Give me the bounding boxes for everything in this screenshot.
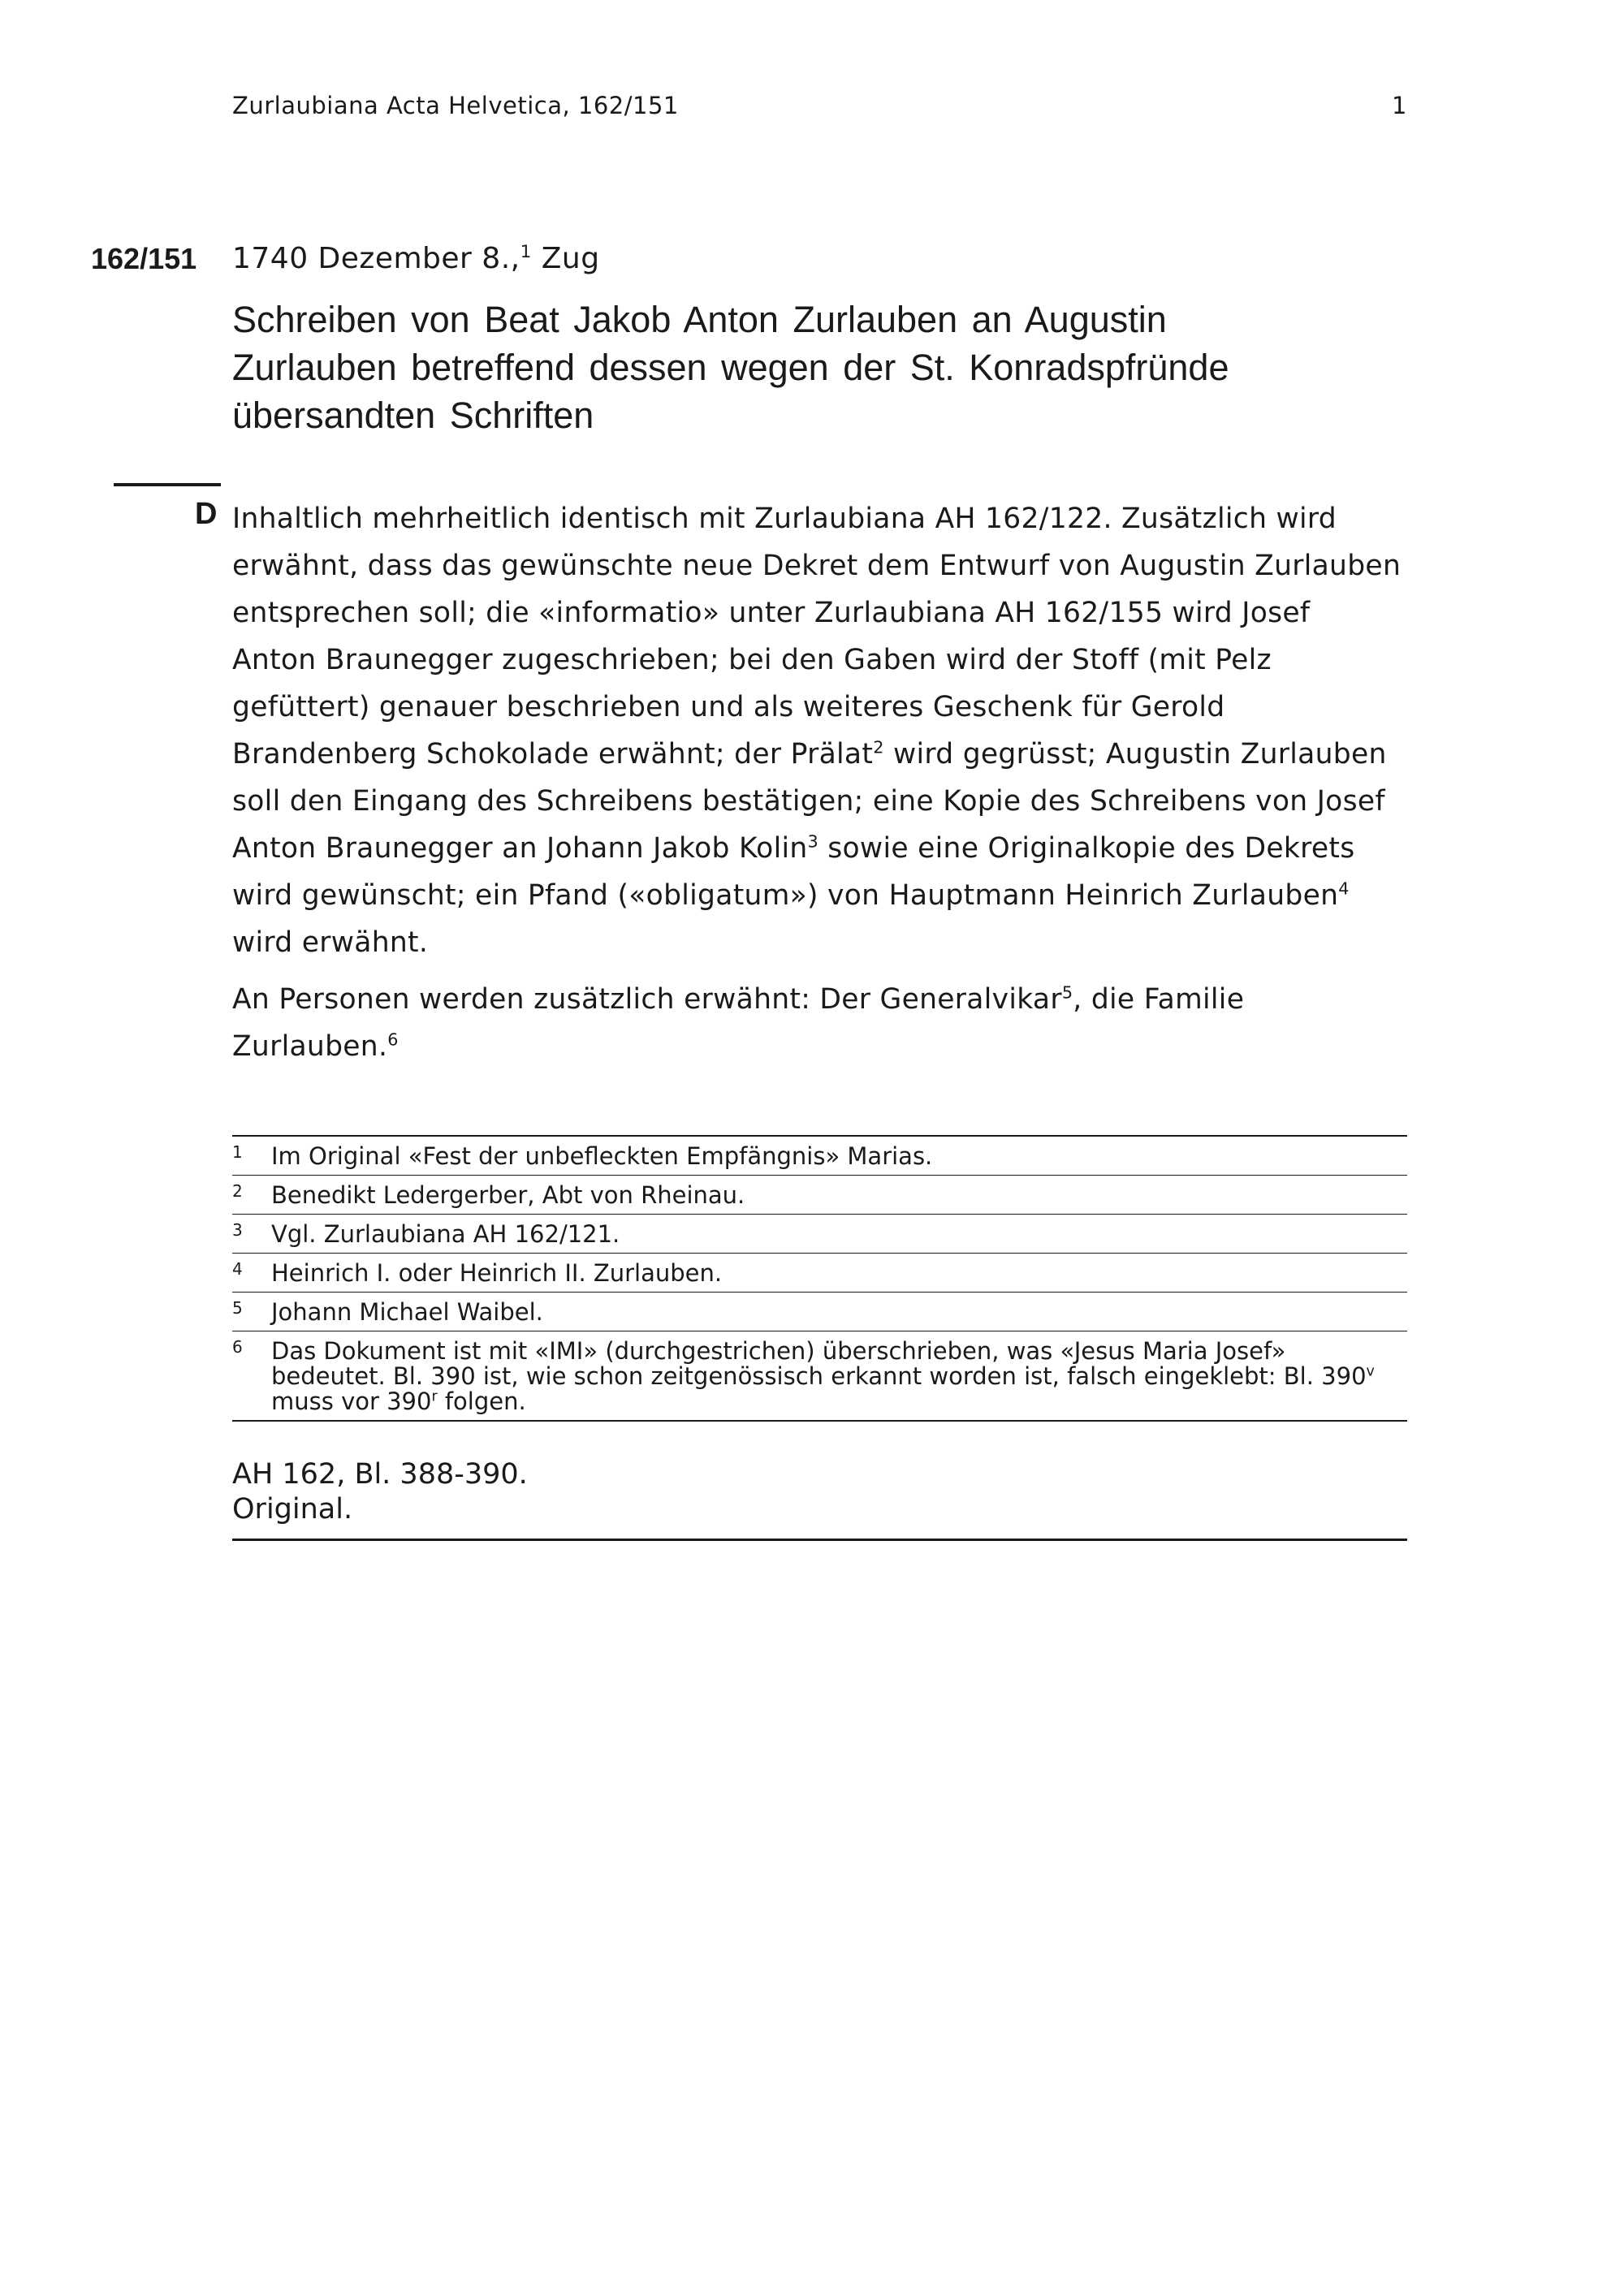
footnote-text: Benedikt Ledergerber, Abt von Rheinau. [271,1181,745,1209]
abstract-paragraph-2: An Personen werden zusätzlich erwähnt: Der Generalvikar$^5$, die Familie Zurlauben.$^6$ [232,982,1245,1063]
footnote-text: Das Dokument ist mit «IMI» (durchgestrichen) überschrieben, was «Jesus Maria Josef» bedeutet. Bl. 390 ist, wie schon zeitgenössisch erkannt worden ist, falsch eingeklebt: Bl. 390$^v$ muss vor 390$^r$ folgen. [271,1337,1375,1415]
footnote-number: 1 [232,1142,243,1162]
abstract-body [232,495,1402,1070]
place: Zug [531,242,600,275]
footnote-ref-6[interactable]: 6 [387,1029,399,1050]
section-marker: D [195,497,218,531]
footnote-ref-4[interactable]: 4 [1338,878,1350,899]
footnote-5 [232,1293,1407,1331]
source-folio: AH 162, Bl. 388-390. [232,1458,528,1491]
footnote-number: 4 [232,1259,243,1279]
page-number: 1 [1392,92,1407,119]
footnote-ref-1[interactable]: 1 [520,242,532,262]
recto-mark: r [431,1388,438,1405]
section-rule [114,483,221,486]
footnote-6 [232,1331,1407,1422]
running-title: Zurlaubiana Acta Helvetica, 162/151 [232,92,679,119]
footnote-4 [232,1254,1407,1293]
footnote-number: 3 [232,1220,243,1240]
footnotes [232,1135,1407,1422]
document-number: 162/151 [91,242,197,275]
date-place-line [232,242,600,275]
verso-mark: v [1366,1363,1375,1380]
footnote-number: 6 [232,1337,243,1357]
footnote-ref-5[interactable]: 5 [1061,982,1073,1003]
document-title: Schreiben von Beat Jakob Anton Zurlauben an Augustin Zurlauben betreffend dessen wegen der St. Konradspfründe übersandten Schriften [232,299,1229,436]
footnote-number: 2 [232,1181,243,1201]
date: 1740 Dezember 8., [232,242,520,275]
source-type: Original. [232,1493,353,1526]
footnote-2 [232,1176,1407,1215]
footnote-text: Im Original «Fest der unbefleckten Empfängnis» Marias. [271,1142,933,1170]
footnote-ref-3[interactable]: 3 [807,831,818,852]
running-header [232,92,1407,119]
footnote-number: 5 [232,1298,243,1318]
footnote-text: Johann Michael Waibel. [271,1298,543,1326]
footnote-text: Vgl. Zurlaubiana AH 162/121. [271,1220,620,1248]
abstract-paragraph-1: Inhaltlich mehrheitlich identisch mit Zurlaubiana AH 162/122. Zusätzlich wird erwähnt, dass das gewünschte neue Dekret dem Entwurf von Augustin Zurlauben entsprechen soll; die «informatio» unter Zurlaubiana AH 162/155 wird Josef Anton Braunegger zugeschrieben; bei den Gaben wird der Stoff (mit Pelz gefüttert) genauer beschrieben und als weiteres Geschenk für Gerold Brandenberg Schokolade erwähnt; der Prälat$^2$ wird gegrüsst; Augustin Zurlauben soll den Eingang des Schreibens bestätigen; eine Kopie des Schreibens von Josef Anton Braunegger an Johann Jakob Kolin$^3$ sowie eine Originalkopie des Dekrets wird gewünscht; ein Pfand («obligatum») von Hauptmann Heinrich Zurlauben$^4$ wird erwähnt. [232,503,1402,959]
source-reference [232,1457,1407,1541]
footnote-text: Heinrich I. oder Heinrich II. Zurlauben. [271,1259,723,1287]
footnote-1 [232,1137,1407,1176]
footnote-3 [232,1215,1407,1254]
footnote-ref-2[interactable]: 2 [873,737,884,757]
